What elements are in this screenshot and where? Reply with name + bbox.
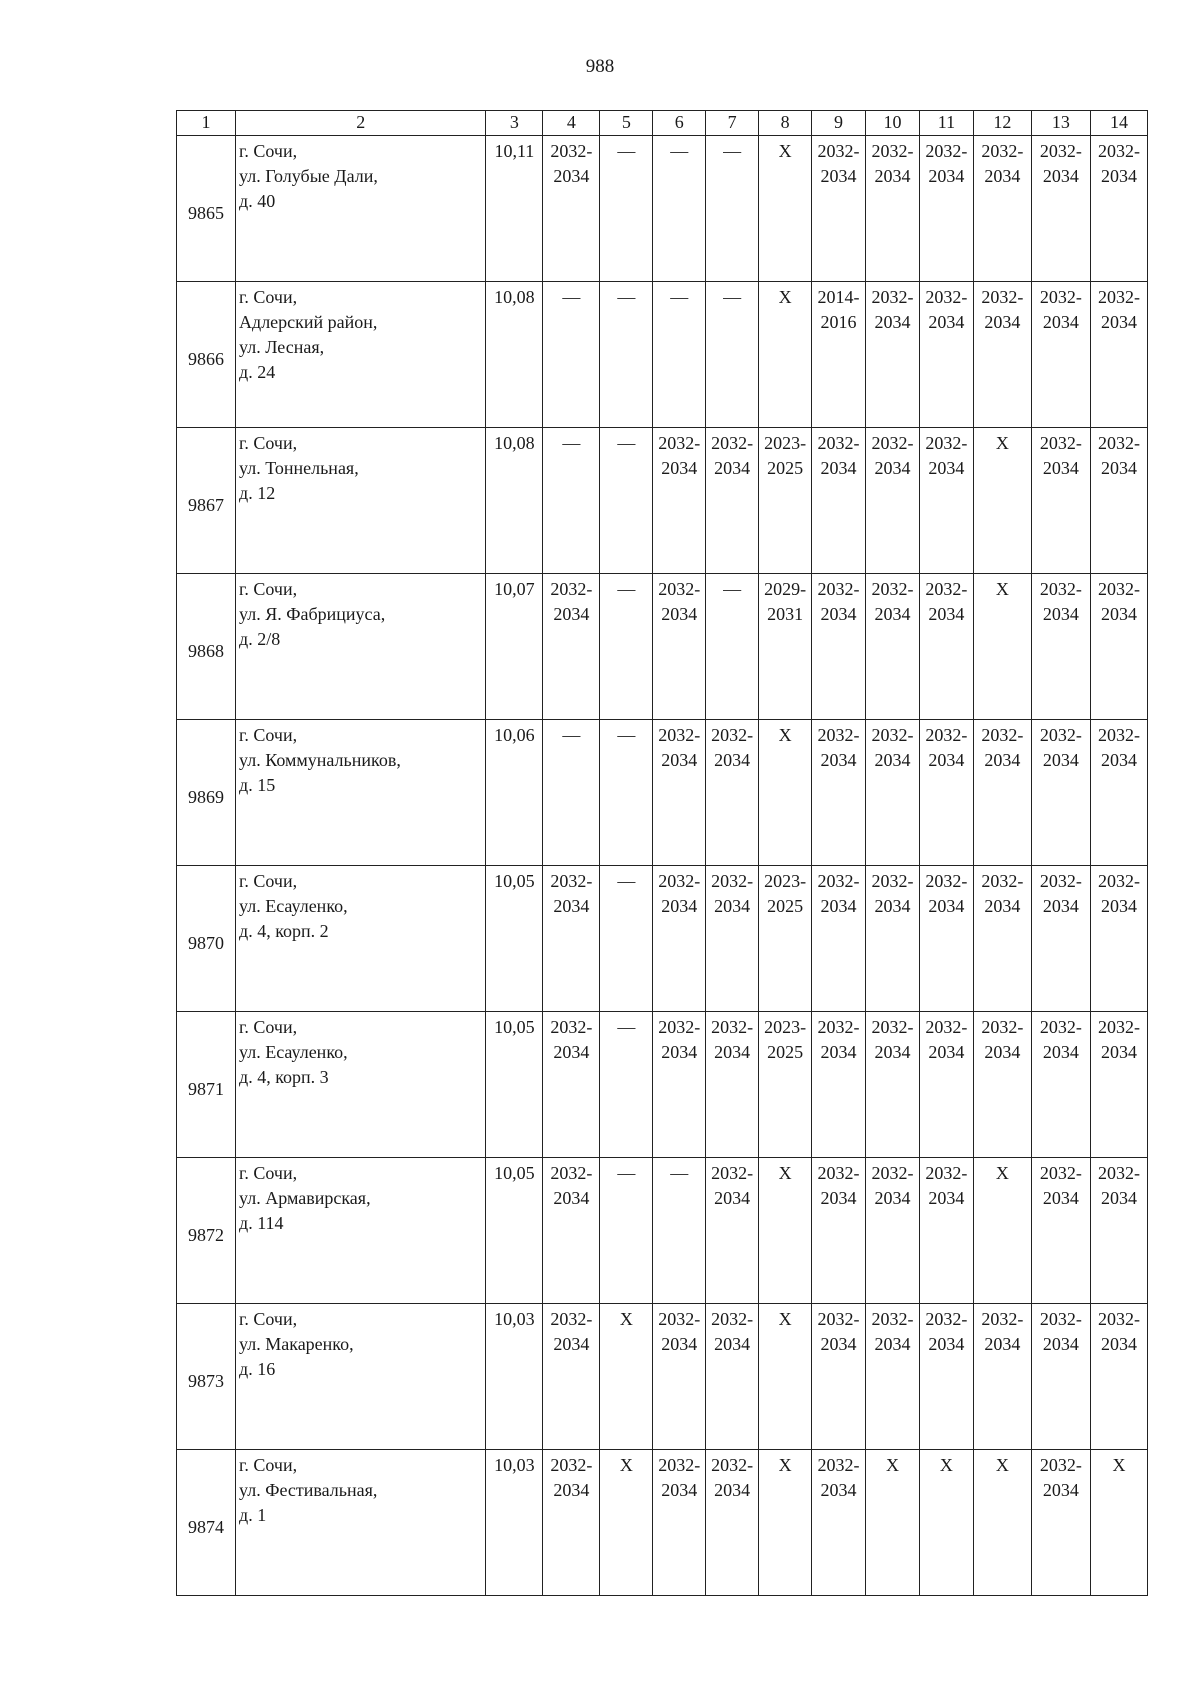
address-line: ул. Есауленко, [239,1042,348,1062]
period-cell: — [600,720,653,866]
period-cell: 2032- 2034 [653,574,706,720]
period-cell: 2032- 2034 [653,428,706,574]
period-cell: 2032- 2034 [706,1450,759,1596]
period-cell: X [759,282,812,428]
period-cell: 2032- 2034 [812,720,866,866]
period-cell: 2014- 2016 [812,282,866,428]
address-line: г. Сочи, [239,725,298,745]
period-cell: 2032- 2034 [919,1304,973,1450]
column-header: 10 [866,111,920,136]
area-cell: 10,08 [486,428,543,574]
period-cell: — [543,282,600,428]
period-cell: 2032- 2034 [973,720,1031,866]
period-cell: 2032- 2034 [973,1012,1031,1158]
column-header: 7 [706,111,759,136]
period-cell: 2032- 2034 [1031,428,1090,574]
period-cell: 2032- 2034 [1090,866,1147,1012]
period-cell: 2032- 2034 [1090,1012,1147,1158]
period-cell: 2032- 2034 [812,428,866,574]
period-cell: 2023- 2025 [759,1012,812,1158]
column-header: 3 [486,111,543,136]
period-cell: 2032- 2034 [866,1012,920,1158]
period-cell: 2032- 2034 [543,136,600,282]
period-cell: X [759,136,812,282]
row-number: 9867 [188,495,225,515]
period-cell: 2032- 2034 [1031,1304,1090,1450]
row-number-cell [177,1304,236,1450]
address-line: Адлерский район, [239,312,378,332]
address-line: ул. Фестивальная, [239,1480,378,1500]
row-number-cell [177,866,236,1012]
address-cell [236,1158,486,1304]
period-cell: — [600,136,653,282]
period-cell: 2032- 2034 [866,136,920,282]
period-cell: 2032- 2034 [706,1304,759,1450]
period-cell: 2032- 2034 [812,1012,866,1158]
period-cell: X [973,1158,1031,1304]
period-cell: 2032- 2034 [706,1012,759,1158]
row-number-cell [177,574,236,720]
address-line: ул. Я. Фабрициуса, [239,604,386,624]
address-line: ул. Голубые Дали, [239,166,378,186]
header-row [177,111,1148,136]
period-cell: 2032- 2034 [973,282,1031,428]
period-cell: 2032- 2034 [919,1012,973,1158]
period-cell: X [759,720,812,866]
period-cell: 2032- 2034 [543,1450,600,1596]
address-line: д. 1 [239,1505,267,1525]
period-cell: 2032- 2034 [812,1158,866,1304]
period-cell: — [600,1158,653,1304]
table-row [177,428,1148,574]
period-cell: 2032- 2034 [973,866,1031,1012]
address-cell [236,866,486,1012]
period-cell: 2032- 2034 [543,866,600,1012]
column-header: 14 [1090,111,1147,136]
address-cell [236,1012,486,1158]
address-line: д. 24 [239,362,276,382]
period-cell: 2032- 2034 [706,720,759,866]
table-row [177,1158,1148,1304]
period-cell: 2032- 2034 [1031,136,1090,282]
row-number: 9874 [188,1517,225,1537]
period-cell: 2032- 2034 [1031,574,1090,720]
period-cell: X [1090,1450,1147,1596]
period-cell: X [973,574,1031,720]
period-cell: — [706,282,759,428]
period-cell: 2032- 2034 [1090,720,1147,866]
table-row [177,1012,1148,1158]
address-line: г. Сочи, [239,287,298,307]
area-cell: 10,05 [486,1012,543,1158]
address-line: г. Сочи, [239,579,298,599]
period-cell: 2032- 2034 [866,866,920,1012]
period-cell: 2032- 2034 [1090,1304,1147,1450]
address-cell [236,282,486,428]
address-line: ул. Макаренко, [239,1334,354,1354]
address-line: г. Сочи, [239,1163,298,1183]
table-row [177,282,1148,428]
period-cell: 2032- 2034 [706,1158,759,1304]
period-cell: 2032- 2034 [812,136,866,282]
period-cell: 2032- 2034 [919,136,973,282]
period-cell: 2032- 2034 [973,136,1031,282]
period-cell: 2032- 2034 [1031,1158,1090,1304]
address-line: ул. Армавирская, [239,1188,371,1208]
period-cell: 2032- 2034 [866,720,920,866]
period-cell: 2023- 2025 [759,428,812,574]
period-cell: 2032- 2034 [1031,282,1090,428]
period-cell: — [600,282,653,428]
period-cell: — [600,866,653,1012]
area-cell: 10,08 [486,282,543,428]
address-line: д. 4, корп. 3 [239,1067,329,1087]
period-cell: — [706,136,759,282]
column-header: 12 [973,111,1031,136]
row-number: 9872 [188,1225,225,1245]
address-cell [236,720,486,866]
period-cell: — [706,574,759,720]
row-number: 9865 [188,203,225,223]
row-number: 9866 [188,349,225,369]
row-number: 9873 [188,1371,225,1391]
row-number-cell [177,136,236,282]
address-cell [236,1304,486,1450]
period-cell: 2032- 2034 [1090,136,1147,282]
period-cell: X [600,1450,653,1596]
period-cell: X [759,1304,812,1450]
row-number-cell [177,428,236,574]
column-header: 11 [919,111,973,136]
row-number-cell [177,282,236,428]
period-cell: 2032- 2034 [1031,866,1090,1012]
area-cell: 10,03 [486,1304,543,1450]
period-cell: X [973,428,1031,574]
address-line: ул. Тоннельная, [239,458,359,478]
period-cell: 2032- 2034 [919,1158,973,1304]
period-cell: 2032- 2034 [653,1012,706,1158]
period-cell: X [759,1158,812,1304]
address-line: г. Сочи, [239,141,298,161]
address-line: д. 114 [239,1213,284,1233]
period-cell: — [653,1158,706,1304]
period-cell: 2032- 2034 [1090,428,1147,574]
row-number: 9871 [188,1079,225,1099]
period-cell: 2032- 2034 [919,282,973,428]
period-cell: 2032- 2034 [653,866,706,1012]
column-header: 4 [543,111,600,136]
period-cell: X [919,1450,973,1596]
period-cell: 2032- 2034 [1090,1158,1147,1304]
period-cell: — [653,136,706,282]
column-header: 6 [653,111,706,136]
address-line: д. 16 [239,1359,276,1379]
column-header: 9 [812,111,866,136]
table-row [177,720,1148,866]
period-cell: 2032- 2034 [653,1450,706,1596]
address-line: г. Сочи, [239,871,298,891]
address-cell [236,136,486,282]
period-cell: 2032- 2034 [973,1304,1031,1450]
period-cell: 2032- 2034 [1031,1012,1090,1158]
period-cell: — [543,428,600,574]
address-cell [236,1450,486,1596]
address-line: д. 40 [239,191,276,211]
address-cell [236,574,486,720]
period-cell: 2032- 2034 [812,574,866,720]
period-cell: 2032- 2034 [812,866,866,1012]
period-cell: — [600,1012,653,1158]
period-cell: 2032- 2034 [653,1304,706,1450]
row-number: 9870 [188,933,225,953]
period-cell: 2032- 2034 [866,1158,920,1304]
period-cell: 2032- 2034 [866,428,920,574]
period-cell: 2023- 2025 [759,866,812,1012]
address-line: г. Сочи, [239,433,298,453]
period-cell: 2032- 2034 [866,574,920,720]
period-cell: 2032- 2034 [1090,282,1147,428]
period-cell: X [973,1450,1031,1596]
period-cell: 2032- 2034 [919,574,973,720]
row-number-cell [177,720,236,866]
period-cell: 2032- 2034 [866,1304,920,1450]
column-header: 5 [600,111,653,136]
period-cell: 2032- 2034 [543,1012,600,1158]
area-cell: 10,05 [486,866,543,1012]
period-cell: 2029- 2031 [759,574,812,720]
address-line: д. 15 [239,775,276,795]
table-row [177,574,1148,720]
row-number-cell [177,1450,236,1596]
column-header: 13 [1031,111,1090,136]
address-line: г. Сочи, [239,1309,298,1329]
period-cell: X [759,1450,812,1596]
period-cell: 2032- 2034 [706,428,759,574]
period-cell: — [600,574,653,720]
period-cell: 2032- 2034 [653,720,706,866]
table-row [177,1304,1148,1450]
period-cell: 2032- 2034 [919,428,973,574]
row-number: 9869 [188,787,225,807]
period-cell: 2032- 2034 [919,720,973,866]
period-cell: 2032- 2034 [706,866,759,1012]
period-cell: 2032- 2034 [866,282,920,428]
period-cell: 2032- 2034 [812,1450,866,1596]
area-cell: 10,07 [486,574,543,720]
column-header: 8 [759,111,812,136]
period-cell: 2032- 2034 [1090,574,1147,720]
data-table [176,110,1148,1596]
period-cell: X [866,1450,920,1596]
area-cell: 10,03 [486,1450,543,1596]
address-line: ул. Коммунальников, [239,750,401,770]
column-header: 2 [236,111,486,136]
table-row [177,136,1148,282]
column-header: 1 [177,111,236,136]
period-cell: X [600,1304,653,1450]
area-cell: 10,06 [486,720,543,866]
address-line: г. Сочи, [239,1455,298,1475]
address-line: ул. Есауленко, [239,896,348,916]
row-number-cell [177,1158,236,1304]
period-cell: 2032- 2034 [1031,720,1090,866]
area-cell: 10,05 [486,1158,543,1304]
period-cell: — [600,428,653,574]
row-number: 9868 [188,641,225,661]
period-cell: — [543,720,600,866]
period-cell: 2032- 2034 [812,1304,866,1450]
address-line: д. 2/8 [239,629,281,649]
address-line: ул. Лесная, [239,337,325,357]
table-row [177,866,1148,1012]
period-cell: 2032- 2034 [543,1158,600,1304]
address-line: г. Сочи, [239,1017,298,1037]
period-cell: 2032- 2034 [543,574,600,720]
address-line: д. 12 [239,483,276,503]
area-cell: 10,11 [486,136,543,282]
address-cell [236,428,486,574]
period-cell: 2032- 2034 [919,866,973,1012]
row-number-cell [177,1012,236,1158]
period-cell: 2032- 2034 [543,1304,600,1450]
page-number: 988 [585,56,615,77]
period-cell: — [653,282,706,428]
period-cell: 2032- 2034 [1031,1450,1090,1596]
table-row [177,1450,1148,1596]
address-line: д. 4, корп. 2 [239,921,329,941]
